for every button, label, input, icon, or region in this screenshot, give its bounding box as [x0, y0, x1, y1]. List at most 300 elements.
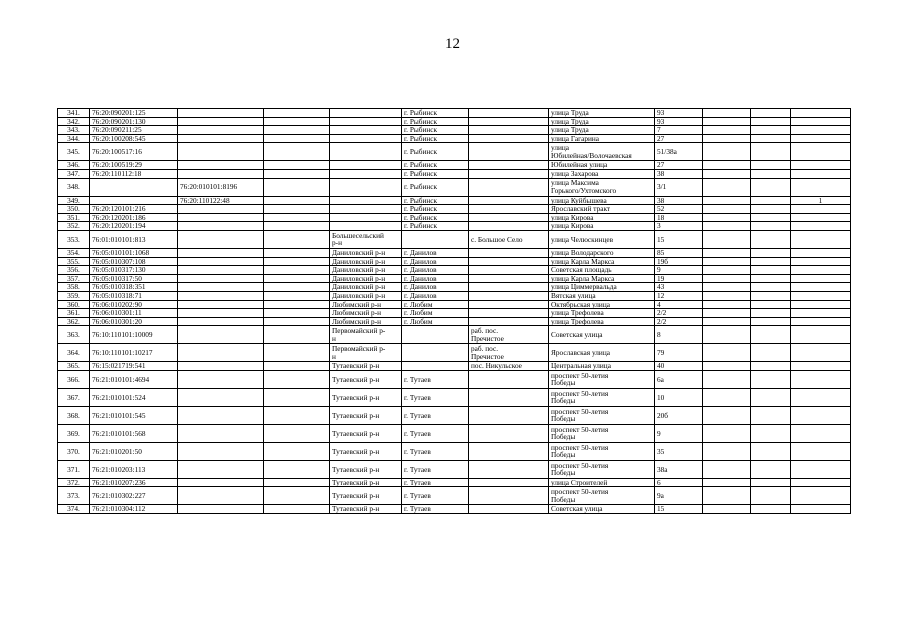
subject-cell	[264, 291, 330, 300]
settlement-cell	[469, 109, 549, 118]
building-cell	[703, 478, 751, 487]
building-cell	[703, 317, 751, 326]
cadastral-number-alt-cell	[178, 274, 264, 283]
row-number-cell: 359.	[58, 291, 90, 300]
room-cell	[791, 117, 851, 126]
structure-cell	[751, 344, 791, 362]
subject-cell	[264, 487, 330, 505]
structure-cell	[751, 222, 791, 231]
district-cell: Любимский р-н	[330, 309, 402, 318]
row-number-cell: 372.	[58, 478, 90, 487]
settlement-cell	[469, 283, 549, 292]
row-number-cell: 348.	[58, 178, 90, 196]
house-cell: 38	[655, 196, 703, 205]
street-cell: улица Строителей	[549, 478, 655, 487]
building-cell	[703, 109, 751, 118]
room-cell	[791, 424, 851, 442]
structure-cell	[751, 196, 791, 205]
city-cell: г. Данилов	[402, 266, 469, 275]
cadastral-number-alt-cell: 76:20:010101:8196	[178, 178, 264, 196]
district-cell: Даниловский р-н	[330, 274, 402, 283]
structure-cell	[751, 126, 791, 135]
street-cell: Советская улица	[549, 505, 655, 514]
structure-cell	[751, 109, 791, 118]
building-cell	[703, 406, 751, 424]
street-cell: улица Кирова	[549, 213, 655, 222]
settlement-cell	[469, 478, 549, 487]
cadastral-number-cell: 76:21:010101:4694	[90, 370, 178, 388]
city-cell: г. Тутаев	[402, 424, 469, 442]
house-cell: 51/38а	[655, 143, 703, 161]
cadastral-number-cell: 76:20:120201:186	[90, 213, 178, 222]
cadastral-number-cell: 76:05:010318:351	[90, 283, 178, 292]
settlement-cell	[469, 388, 549, 406]
cadastral-number-alt-cell	[178, 161, 264, 170]
house-cell: 15	[655, 230, 703, 248]
building-cell	[703, 424, 751, 442]
district-cell: Тутаевский р-н	[330, 478, 402, 487]
city-cell: г. Рыбинск	[402, 213, 469, 222]
structure-cell	[751, 117, 791, 126]
house-cell: 27	[655, 161, 703, 170]
settlement-cell: раб. пос. Пречистое	[469, 326, 549, 344]
table-row	[58, 109, 851, 118]
cadastral-number-alt-cell	[178, 230, 264, 248]
settlement-cell: пос. Никульское	[469, 362, 549, 371]
cadastral-number-cell: 76:20:110112:18	[90, 169, 178, 178]
district-cell: Тутаевский р-н	[330, 424, 402, 442]
row-number-cell: 373.	[58, 487, 90, 505]
building-cell	[703, 134, 751, 143]
subject-cell	[264, 442, 330, 460]
city-cell	[402, 362, 469, 371]
structure-cell	[751, 370, 791, 388]
house-cell: 38а	[655, 460, 703, 478]
room-cell	[791, 283, 851, 292]
settlement-cell	[469, 196, 549, 205]
row-number-cell: 350.	[58, 205, 90, 214]
district-cell: Большесельский р-н	[330, 230, 402, 248]
cadastral-number-cell: 76:01:010101:813	[90, 230, 178, 248]
building-cell	[703, 309, 751, 318]
table-row	[58, 248, 851, 257]
cadastral-number-cell: 76:20:100208:545	[90, 134, 178, 143]
room-cell	[791, 388, 851, 406]
settlement-cell	[469, 161, 549, 170]
room-cell	[791, 442, 851, 460]
district-cell: Тутаевский р-н	[330, 388, 402, 406]
table-row	[58, 222, 851, 231]
city-cell: г. Рыбинск	[402, 117, 469, 126]
street-cell: Ярославский тракт	[549, 205, 655, 214]
district-cell: Первомайский р- н	[330, 326, 402, 344]
room-cell	[791, 370, 851, 388]
settlement-cell	[469, 487, 549, 505]
subject-cell	[264, 274, 330, 283]
structure-cell	[751, 161, 791, 170]
street-cell: улица Куйбышева	[549, 196, 655, 205]
subject-cell	[264, 117, 330, 126]
house-cell: 85	[655, 248, 703, 257]
subject-cell	[264, 143, 330, 161]
city-cell: г. Тутаев	[402, 370, 469, 388]
settlement-cell	[469, 169, 549, 178]
building-cell	[703, 274, 751, 283]
row-number-cell: 374.	[58, 505, 90, 514]
structure-cell	[751, 291, 791, 300]
subject-cell	[264, 406, 330, 424]
district-cell: Даниловский р-н	[330, 291, 402, 300]
house-cell: 3/1	[655, 178, 703, 196]
row-number-cell: 361.	[58, 309, 90, 318]
subject-cell	[264, 126, 330, 135]
city-cell: г. Рыбинск	[402, 178, 469, 196]
street-cell: улица Гагарина	[549, 134, 655, 143]
street-cell: улица Трефолева	[549, 317, 655, 326]
house-cell: 3	[655, 222, 703, 231]
room-cell	[791, 460, 851, 478]
settlement-cell	[469, 300, 549, 309]
cadastral-number-alt-cell: 76:20:110122:48	[178, 196, 264, 205]
row-number-cell: 351.	[58, 213, 90, 222]
cadastral-number-cell: 76:21:010101:545	[90, 406, 178, 424]
subject-cell	[264, 230, 330, 248]
cadastral-number-alt-cell	[178, 326, 264, 344]
building-cell	[703, 196, 751, 205]
room-cell	[791, 169, 851, 178]
house-cell: 35	[655, 442, 703, 460]
room-cell	[791, 505, 851, 514]
subject-cell	[264, 370, 330, 388]
subject-cell	[264, 222, 330, 231]
structure-cell	[751, 213, 791, 222]
building-cell	[703, 257, 751, 266]
structure-cell	[751, 406, 791, 424]
building-cell	[703, 161, 751, 170]
city-cell	[402, 344, 469, 362]
building-cell	[703, 300, 751, 309]
street-cell: проспект 50-летия Победы	[549, 406, 655, 424]
house-cell: 7	[655, 126, 703, 135]
settlement-cell	[469, 370, 549, 388]
street-cell: улица Труда	[549, 117, 655, 126]
row-number-cell: 352.	[58, 222, 90, 231]
building-cell	[703, 222, 751, 231]
city-cell: г. Данилов	[402, 291, 469, 300]
cadastral-number-alt-cell	[178, 291, 264, 300]
cadastral-number-alt-cell	[178, 126, 264, 135]
cadastral-number-cell: 76:05:010101:1068	[90, 248, 178, 257]
cadastral-number-cell: 76:06:010301:11	[90, 309, 178, 318]
street-cell: проспект 50-летия Победы	[549, 460, 655, 478]
room-cell	[791, 134, 851, 143]
building-cell	[703, 143, 751, 161]
table-row	[58, 143, 851, 161]
house-cell: 19	[655, 274, 703, 283]
settlement-cell	[469, 205, 549, 214]
table-row	[58, 230, 851, 248]
structure-cell	[751, 309, 791, 318]
table-row	[58, 283, 851, 292]
street-cell: Октябрьская улица	[549, 300, 655, 309]
structure-cell	[751, 274, 791, 283]
building-cell	[703, 326, 751, 344]
city-cell	[402, 326, 469, 344]
building-cell	[703, 230, 751, 248]
city-cell: г. Тутаев	[402, 478, 469, 487]
district-cell	[330, 126, 402, 135]
row-number-cell: 369.	[58, 424, 90, 442]
row-number-cell: 357.	[58, 274, 90, 283]
table-row	[58, 266, 851, 275]
row-number-cell: 345.	[58, 143, 90, 161]
room-cell	[791, 248, 851, 257]
table-row	[58, 126, 851, 135]
cadastral-number-cell: 76:21:010304:112	[90, 505, 178, 514]
table-row	[58, 424, 851, 442]
subject-cell	[264, 134, 330, 143]
cadastral-number-cell: 76:20:100519:29	[90, 161, 178, 170]
district-cell: Тутаевский р-н	[330, 442, 402, 460]
street-cell: проспект 50-летия Победы	[549, 424, 655, 442]
house-cell: 10	[655, 388, 703, 406]
building-cell	[703, 291, 751, 300]
row-number-cell: 364.	[58, 344, 90, 362]
cadastral-number-cell: 76:21:010101:524	[90, 388, 178, 406]
cadastral-number-cell: 76:21:010207:236	[90, 478, 178, 487]
room-cell	[791, 109, 851, 118]
house-cell: 9	[655, 266, 703, 275]
row-number-cell: 341.	[58, 109, 90, 118]
settlement-cell: раб. пос. Пречистое	[469, 344, 549, 362]
cadastral-number-alt-cell	[178, 117, 264, 126]
city-cell: г. Тутаев	[402, 406, 469, 424]
settlement-cell	[469, 291, 549, 300]
building-cell	[703, 205, 751, 214]
district-cell: Тутаевский р-н	[330, 362, 402, 371]
row-number-cell: 347.	[58, 169, 90, 178]
cadastral-number-cell: 76:20:100517:16	[90, 143, 178, 161]
city-cell: г. Тутаев	[402, 487, 469, 505]
room-cell	[791, 274, 851, 283]
city-cell: г. Данилов	[402, 248, 469, 257]
row-number-cell: 355.	[58, 257, 90, 266]
row-number-cell: 360.	[58, 300, 90, 309]
structure-cell	[751, 317, 791, 326]
room-cell	[791, 161, 851, 170]
subject-cell	[264, 283, 330, 292]
row-number-cell: 346.	[58, 161, 90, 170]
district-cell: Любимский р-н	[330, 317, 402, 326]
house-cell: 93	[655, 117, 703, 126]
subject-cell	[264, 266, 330, 275]
city-cell: г. Рыбинск	[402, 143, 469, 161]
cadastral-number-alt-cell	[178, 134, 264, 143]
settlement-cell	[469, 424, 549, 442]
cadastral-number-cell: 76:10:110101:10217	[90, 344, 178, 362]
structure-cell	[751, 388, 791, 406]
cadastral-number-alt-cell	[178, 213, 264, 222]
table-row	[58, 169, 851, 178]
building-cell	[703, 117, 751, 126]
row-number-cell: 366.	[58, 370, 90, 388]
room-cell: 1	[791, 196, 851, 205]
district-cell: Тутаевский р-н	[330, 460, 402, 478]
city-cell: г. Рыбинск	[402, 169, 469, 178]
cadastral-number-cell: 76:05:010318:71	[90, 291, 178, 300]
settlement-cell	[469, 134, 549, 143]
table-row	[58, 274, 851, 283]
city-cell	[402, 230, 469, 248]
building-cell	[703, 213, 751, 222]
subject-cell	[264, 309, 330, 318]
building-cell	[703, 126, 751, 135]
house-cell: 40	[655, 362, 703, 371]
subject-cell	[264, 326, 330, 344]
room-cell	[791, 143, 851, 161]
cadastral-number-cell: 76:06:010202:90	[90, 300, 178, 309]
city-cell: г. Любим	[402, 300, 469, 309]
district-cell: Первомайский р- н	[330, 344, 402, 362]
cadastral-number-alt-cell	[178, 478, 264, 487]
table-row	[58, 134, 851, 143]
settlement-cell	[469, 406, 549, 424]
structure-cell	[751, 266, 791, 275]
room-cell	[791, 222, 851, 231]
table-row	[58, 478, 851, 487]
row-number-cell: 358.	[58, 283, 90, 292]
subject-cell	[264, 257, 330, 266]
building-cell	[703, 169, 751, 178]
city-cell: г. Любим	[402, 309, 469, 318]
house-cell: 38	[655, 169, 703, 178]
cadastral-number-alt-cell	[178, 109, 264, 118]
house-cell: 43	[655, 283, 703, 292]
house-cell: 6	[655, 478, 703, 487]
subject-cell	[264, 362, 330, 371]
cadastral-number-alt-cell	[178, 283, 264, 292]
row-number-cell: 363.	[58, 326, 90, 344]
street-cell: проспект 50-летия Победы	[549, 442, 655, 460]
house-cell: 4	[655, 300, 703, 309]
street-cell: проспект 50-летия Победы	[549, 370, 655, 388]
building-cell	[703, 178, 751, 196]
settlement-cell	[469, 213, 549, 222]
house-cell: 27	[655, 134, 703, 143]
table-row	[58, 178, 851, 196]
city-cell: г. Рыбинск	[402, 222, 469, 231]
cadastral-number-alt-cell	[178, 442, 264, 460]
street-cell: проспект 50-летия Победы	[549, 388, 655, 406]
row-number-cell: 349.	[58, 196, 90, 205]
subject-cell	[264, 205, 330, 214]
structure-cell	[751, 505, 791, 514]
cadastral-number-alt-cell	[178, 143, 264, 161]
district-cell: Даниловский р-н	[330, 266, 402, 275]
district-cell	[330, 178, 402, 196]
row-number-cell: 368.	[58, 406, 90, 424]
city-cell: г. Тутаев	[402, 460, 469, 478]
subject-cell	[264, 178, 330, 196]
subject-cell	[264, 505, 330, 514]
row-number-cell: 354.	[58, 248, 90, 257]
settlement-cell	[469, 460, 549, 478]
row-number-cell: 371.	[58, 460, 90, 478]
structure-cell	[751, 230, 791, 248]
room-cell	[791, 266, 851, 275]
table-row	[58, 460, 851, 478]
table-row	[58, 161, 851, 170]
structure-cell	[751, 460, 791, 478]
house-cell: 9	[655, 424, 703, 442]
structure-cell	[751, 283, 791, 292]
city-cell: г. Рыбинск	[402, 205, 469, 214]
room-cell	[791, 291, 851, 300]
structure-cell	[751, 134, 791, 143]
settlement-cell	[469, 117, 549, 126]
room-cell	[791, 300, 851, 309]
building-cell	[703, 487, 751, 505]
cadastral-number-alt-cell	[178, 222, 264, 231]
house-cell: 93	[655, 109, 703, 118]
table-row	[58, 300, 851, 309]
room-cell	[791, 317, 851, 326]
settlement-cell	[469, 442, 549, 460]
row-number-cell: 353.	[58, 230, 90, 248]
house-cell: 6а	[655, 370, 703, 388]
street-cell: улица Юбилейная/Волочаевская	[549, 143, 655, 161]
settlement-cell	[469, 274, 549, 283]
settlement-cell	[469, 178, 549, 196]
district-cell: Даниловский р-н	[330, 257, 402, 266]
street-cell: улица Труда	[549, 126, 655, 135]
district-cell	[330, 134, 402, 143]
city-cell: г. Рыбинск	[402, 196, 469, 205]
structure-cell	[751, 248, 791, 257]
cadastral-number-cell: 76:21:010302:227	[90, 487, 178, 505]
district-cell	[330, 213, 402, 222]
city-cell: г. Тутаев	[402, 442, 469, 460]
city-cell: г. Рыбинск	[402, 109, 469, 118]
structure-cell	[751, 442, 791, 460]
building-cell	[703, 505, 751, 514]
subject-cell	[264, 344, 330, 362]
room-cell	[791, 257, 851, 266]
house-cell: 12	[655, 291, 703, 300]
subject-cell	[264, 478, 330, 487]
structure-cell	[751, 257, 791, 266]
subject-cell	[264, 161, 330, 170]
table-row	[58, 117, 851, 126]
street-cell: улица Трефолева	[549, 309, 655, 318]
subject-cell	[264, 248, 330, 257]
structure-cell	[751, 205, 791, 214]
subject-cell	[264, 424, 330, 442]
street-cell: улица Володарского	[549, 248, 655, 257]
table-row	[58, 213, 851, 222]
street-cell: Советская площадь	[549, 266, 655, 275]
city-cell: г. Тутаев	[402, 388, 469, 406]
street-cell: улица Карла Маркса	[549, 257, 655, 266]
house-cell: 19б	[655, 257, 703, 266]
cadastral-number-alt-cell	[178, 505, 264, 514]
settlement-cell	[469, 317, 549, 326]
cadastral-number-alt-cell	[178, 487, 264, 505]
subject-cell	[264, 109, 330, 118]
structure-cell	[751, 362, 791, 371]
row-number-cell: 362.	[58, 317, 90, 326]
row-number-cell: 343.	[58, 126, 90, 135]
